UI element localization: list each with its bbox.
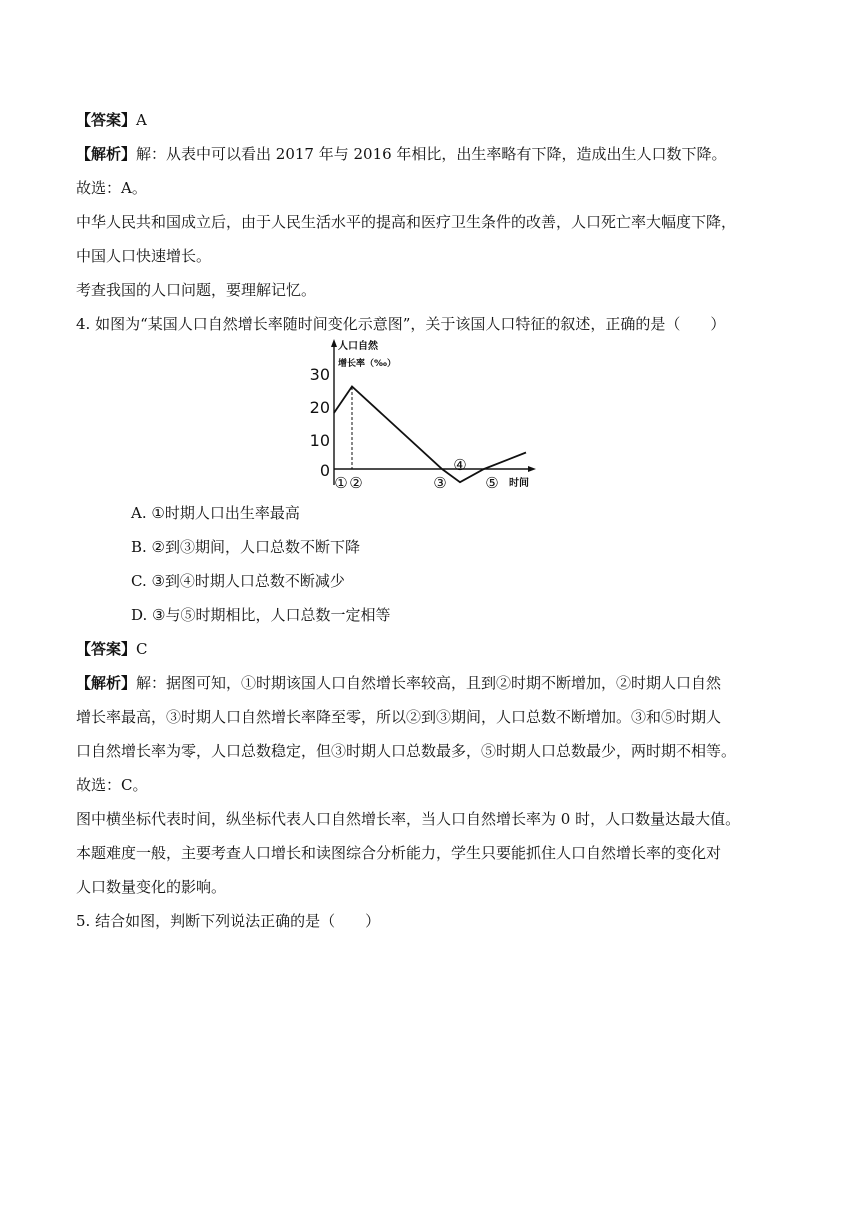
chart-svg: [309, 335, 548, 495]
q4-stem: 4. 如图为“某国人口自然增长率随时间变化示意图”，关于该国人口特征的叙述，正确的是（ ）: [76, 315, 726, 333]
y-axis-arrow: [331, 339, 337, 347]
answer-value: C: [136, 640, 148, 658]
q4-option-c: C. ③到④时期人口总数不断减少: [131, 572, 345, 590]
q3-choose: 故选：A。: [76, 179, 147, 197]
q3-analysis-line: [76, 144, 726, 164]
marker-3: ③: [433, 474, 447, 492]
q3-note1a: 中华人民共和国成立后，由于人民生活水平的提高和医疗卫生条件的改善，人口死亡率大幅度下降，: [76, 213, 737, 231]
marker-1: ①: [334, 474, 348, 492]
q4-note2b: 人口数量变化的影响。: [76, 878, 227, 896]
q3-note2: 考查我国的人口问题，要理解记忆。: [76, 281, 317, 299]
y-tick-10: 10: [309, 431, 330, 450]
answer-tag: 【答案】: [76, 111, 137, 129]
population-growth-chart: [309, 335, 548, 495]
y-tick-30: 30: [309, 365, 330, 384]
q3-note1b: 中国人口快速增长。: [76, 247, 212, 265]
q4-analysis-line3: 口自然增长率为零，人口总数稳定，但③时期人口总数最多，⑤时期人口总数最少，两时期不相等。: [76, 742, 737, 760]
x-axis-arrow: [528, 466, 536, 472]
y-tick-20: 20: [309, 398, 330, 417]
q4-analysis-line2: 增长率最高，③时期人口自然增长率降至零，所以②到③期间，人口总数不断增加。③和⑤时期人: [76, 708, 722, 726]
q4-note2a: 本题难度一般，主要考查人口增长和读图综合分析能力，学生只要能抓住人口自然增长率的变化对: [76, 844, 722, 862]
ylabel-line2: 增长率（‰）: [338, 359, 396, 369]
q4-option-b: B. ②到③期间，人口总数不断下降: [131, 538, 361, 556]
y-tick-0: 0: [319, 461, 330, 480]
xlabel: 时间: [509, 478, 529, 489]
analysis-text: 解：从表中可以看出 2017 年与 2016 年相比，出生率略有下降，造成出生人口数下降。: [136, 145, 727, 163]
marker-2: ②: [349, 474, 363, 492]
q4-analysis-line1: [76, 673, 721, 693]
q5-stem: 5. 结合如图，判断下列说法正确的是（ ）: [76, 912, 381, 930]
analysis-tag: 【解析】: [76, 674, 137, 692]
q4-note1: 图中横坐标代表时间，纵坐标代表人口自然增长率，当人口自然增长率为 0 时，人口数量达最大值。: [76, 810, 741, 828]
answer-value: A: [136, 111, 147, 129]
q4-answer-line: [76, 639, 148, 659]
q3-answer-line: [76, 110, 147, 130]
growth-rate-line: [334, 387, 526, 483]
marker-4: ④: [453, 456, 467, 474]
analysis-tag: 【解析】: [76, 145, 137, 163]
analysis-text: 解：据图可知，①时期该国人口自然增长率较高，且到②时期不断增加，②时期人口自然: [136, 674, 722, 692]
answer-tag: 【答案】: [76, 640, 137, 658]
ylabel-line1: 人口自然: [338, 341, 378, 352]
q4-choose: 故选：C。: [76, 776, 148, 794]
marker-5: ⑤: [485, 474, 499, 492]
q4-option-d: D. ③与⑤时期相比，人口总数一定相等: [131, 606, 391, 624]
q4-option-a: A. ①时期人口出生率最高: [131, 504, 300, 522]
